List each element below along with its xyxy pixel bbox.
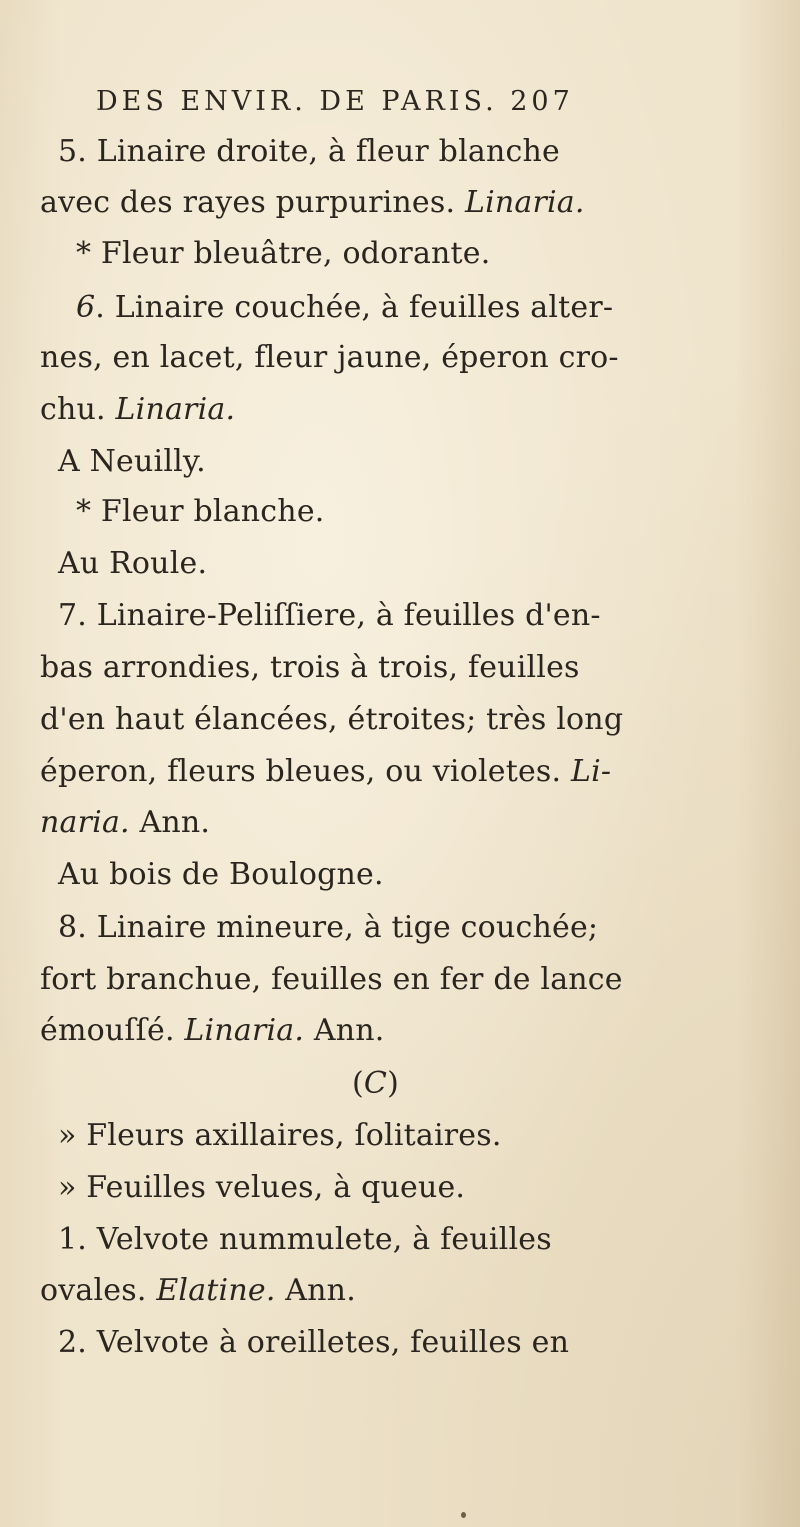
italic-text-segment: naria. xyxy=(40,805,130,840)
text-segment: 7. Linaire-Peliſſiere, à feuilles d'en- xyxy=(58,598,601,633)
text-segment: émouſſé. xyxy=(40,1013,185,1048)
ink-speck xyxy=(461,1512,466,1518)
text-segment: » Fleurs axillaires, ſolitaires. xyxy=(58,1118,502,1153)
text-line xyxy=(40,185,585,220)
italic-text-segment: Li- xyxy=(571,754,612,789)
text-line xyxy=(40,650,580,685)
text-segment: Ann. xyxy=(304,1013,385,1048)
text-segment: ovales. xyxy=(40,1273,157,1308)
text-line xyxy=(40,702,623,737)
italic-text-segment: Linaria. xyxy=(184,1013,305,1048)
text-line xyxy=(58,546,207,581)
text-segment: 1. Velvote nummulete, à feuilles xyxy=(58,1222,552,1257)
text-segment: 8. Linaire mineure, à tige couchée; xyxy=(58,910,599,945)
text-line xyxy=(58,1325,569,1360)
text-segment: d'en haut élancées, étroites; très long xyxy=(40,702,624,737)
text-line xyxy=(58,134,560,169)
text-line xyxy=(76,494,325,529)
text-segment: Ann. xyxy=(129,805,211,840)
text-segment: 5. Linaire droite, à fleur blanche xyxy=(58,134,560,169)
text-segment: fort branchue, feuilles en fer de lance xyxy=(40,962,623,997)
italic-text-segment: Elatine. xyxy=(156,1273,276,1308)
text-line xyxy=(58,910,598,945)
text-line xyxy=(58,857,384,892)
text-segment: * Fleur blanche. xyxy=(76,494,325,529)
text-line xyxy=(58,598,601,633)
text-segment: Au Roule. xyxy=(58,546,208,581)
text-line xyxy=(40,754,611,789)
text-segment: éperon, fleurs bleues, ou violetes. xyxy=(40,754,571,789)
text-line xyxy=(76,290,613,325)
italic-text-segment: Linaria. xyxy=(115,392,236,427)
text-segment: Au bois de Boulogne. xyxy=(58,857,384,892)
text-segment: A Neuilly. xyxy=(58,444,206,479)
text-segment: ( xyxy=(352,1066,364,1101)
italic-text-segment: C xyxy=(363,1066,388,1101)
text-line xyxy=(40,1273,356,1308)
italic-text-segment: 6 xyxy=(76,290,96,325)
text-segment: 2. Velvote à oreilletes, feuilles en xyxy=(58,1325,570,1360)
italic-text-segment: Linaria. xyxy=(464,185,585,220)
text-segment: » Feuilles velues, à queue. xyxy=(58,1170,466,1205)
running-header: DES ENVIR. DE PARIS. 207 xyxy=(96,86,574,117)
text-line xyxy=(40,392,235,427)
text-segment: avec des rayes purpurines. xyxy=(40,185,465,220)
text-segment: . Linaire couchée, à feuilles alter- xyxy=(95,290,614,325)
text-line xyxy=(58,1118,502,1153)
text-line xyxy=(58,1170,465,1205)
text-line xyxy=(58,1222,552,1257)
text-segment: chu. xyxy=(40,392,116,427)
text-segment: Ann. xyxy=(275,1273,356,1308)
text-line xyxy=(40,340,619,375)
text-line xyxy=(40,805,210,840)
text-segment: bas arrondies, trois à trois, feuilles xyxy=(40,650,580,685)
text-segment: nes, en lacet, fleur jaune, éperon cro- xyxy=(40,340,619,375)
text-segment: ) xyxy=(387,1066,399,1101)
text-segment: * Fleur bleuâtre, odorante. xyxy=(76,236,491,271)
text-line xyxy=(76,236,491,271)
text-line xyxy=(40,962,623,997)
text-line xyxy=(58,444,206,479)
text-line xyxy=(40,1013,385,1048)
text-line xyxy=(352,1066,399,1101)
